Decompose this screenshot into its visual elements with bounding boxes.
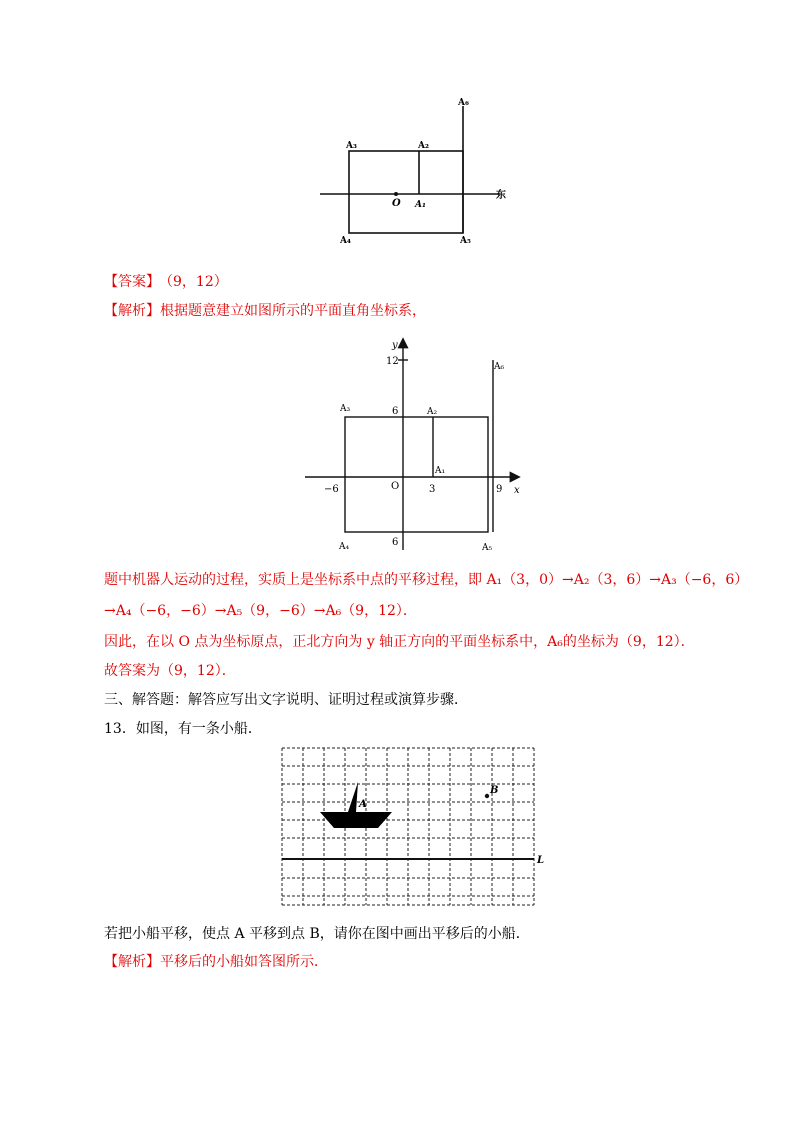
figure-robot-path [310,90,520,250]
answer-line [104,272,228,292]
label-a3: A₃ [340,404,351,414]
answer-value: （9，12） [166,274,228,290]
analysis-line-1 [104,301,426,321]
label-l: L [537,855,545,866]
label-a2: A₂ [427,407,438,417]
label-a4: A₄ [339,542,350,552]
label-a6: A₆ [494,362,505,372]
label-o: O [392,198,401,209]
label-a6: A₆ [458,98,469,108]
label-a3: A₃ [346,141,357,151]
figure-coordinate-system [300,332,530,558]
tick-label-9: 9 [496,484,503,495]
tick-label-12: 12 [386,356,399,367]
explain-line-1: 题中机器人运动的过程，实质上是坐标系中点的平移过程，即 A₁（3，0）→A₂（3，6）→A₃（−6，6） [104,572,749,588]
dashed-grid [282,748,534,905]
analysis-text-2: 平移后的小船如答图所示． [160,954,328,970]
tick-label-6-down: 6 [392,537,399,548]
analysis-line-2 [104,952,328,972]
tick-label-3: 3 [429,484,436,495]
path-rectangle [349,151,463,233]
label-east: 东 [496,190,506,201]
label-a1: A₁ [435,466,446,476]
explain-line-2: →A₄（−6，−6）→A₅（9，−6）→A₆（9，12）． [104,603,417,619]
label-a5: A₅ [482,543,493,553]
y-axis-label: y [392,340,398,351]
explain-line-3: 因此，在以 O 点为坐标原点，正北方向为 y 轴正方向的平面坐标系中，A₆的坐标为（9，12）． [104,634,695,650]
point-b [485,794,489,798]
analysis-text-1: 根据题意建立如图所示的平面直角坐标系， [160,303,426,319]
origin-point [394,192,398,196]
label-b: B [490,785,499,796]
path-rectangle [345,417,488,532]
tick-label-neg6: −6 [324,484,339,495]
question-instruction: 若把小船平移，使点 A 平移到点 B，请你在图中画出平移后的小船． [104,926,530,942]
figure-boat-grid [278,744,548,910]
section-heading: 三、解答题：解答应写出文字说明、证明过程或演算步骤． [104,692,468,708]
label-a4: A₄ [340,236,351,246]
boat-shape [320,782,392,828]
analysis-tag-1: 【解析】 [104,303,160,319]
explain-line-4: 故答案为（9，12）． [104,663,236,679]
x-axis-label: x [514,485,520,496]
origin-label: O [391,481,400,492]
question-stem: 13．如图，有一条小船． [104,721,262,737]
analysis-tag-2: 【解析】 [104,954,160,970]
label-a2: A₂ [418,141,429,151]
tick-label-6-up: 6 [392,406,399,417]
label-a1: A₁ [415,200,426,210]
answer-tag: 【答案】 [104,274,160,290]
label-a: A [359,799,367,810]
label-a5: A₅ [460,236,471,246]
